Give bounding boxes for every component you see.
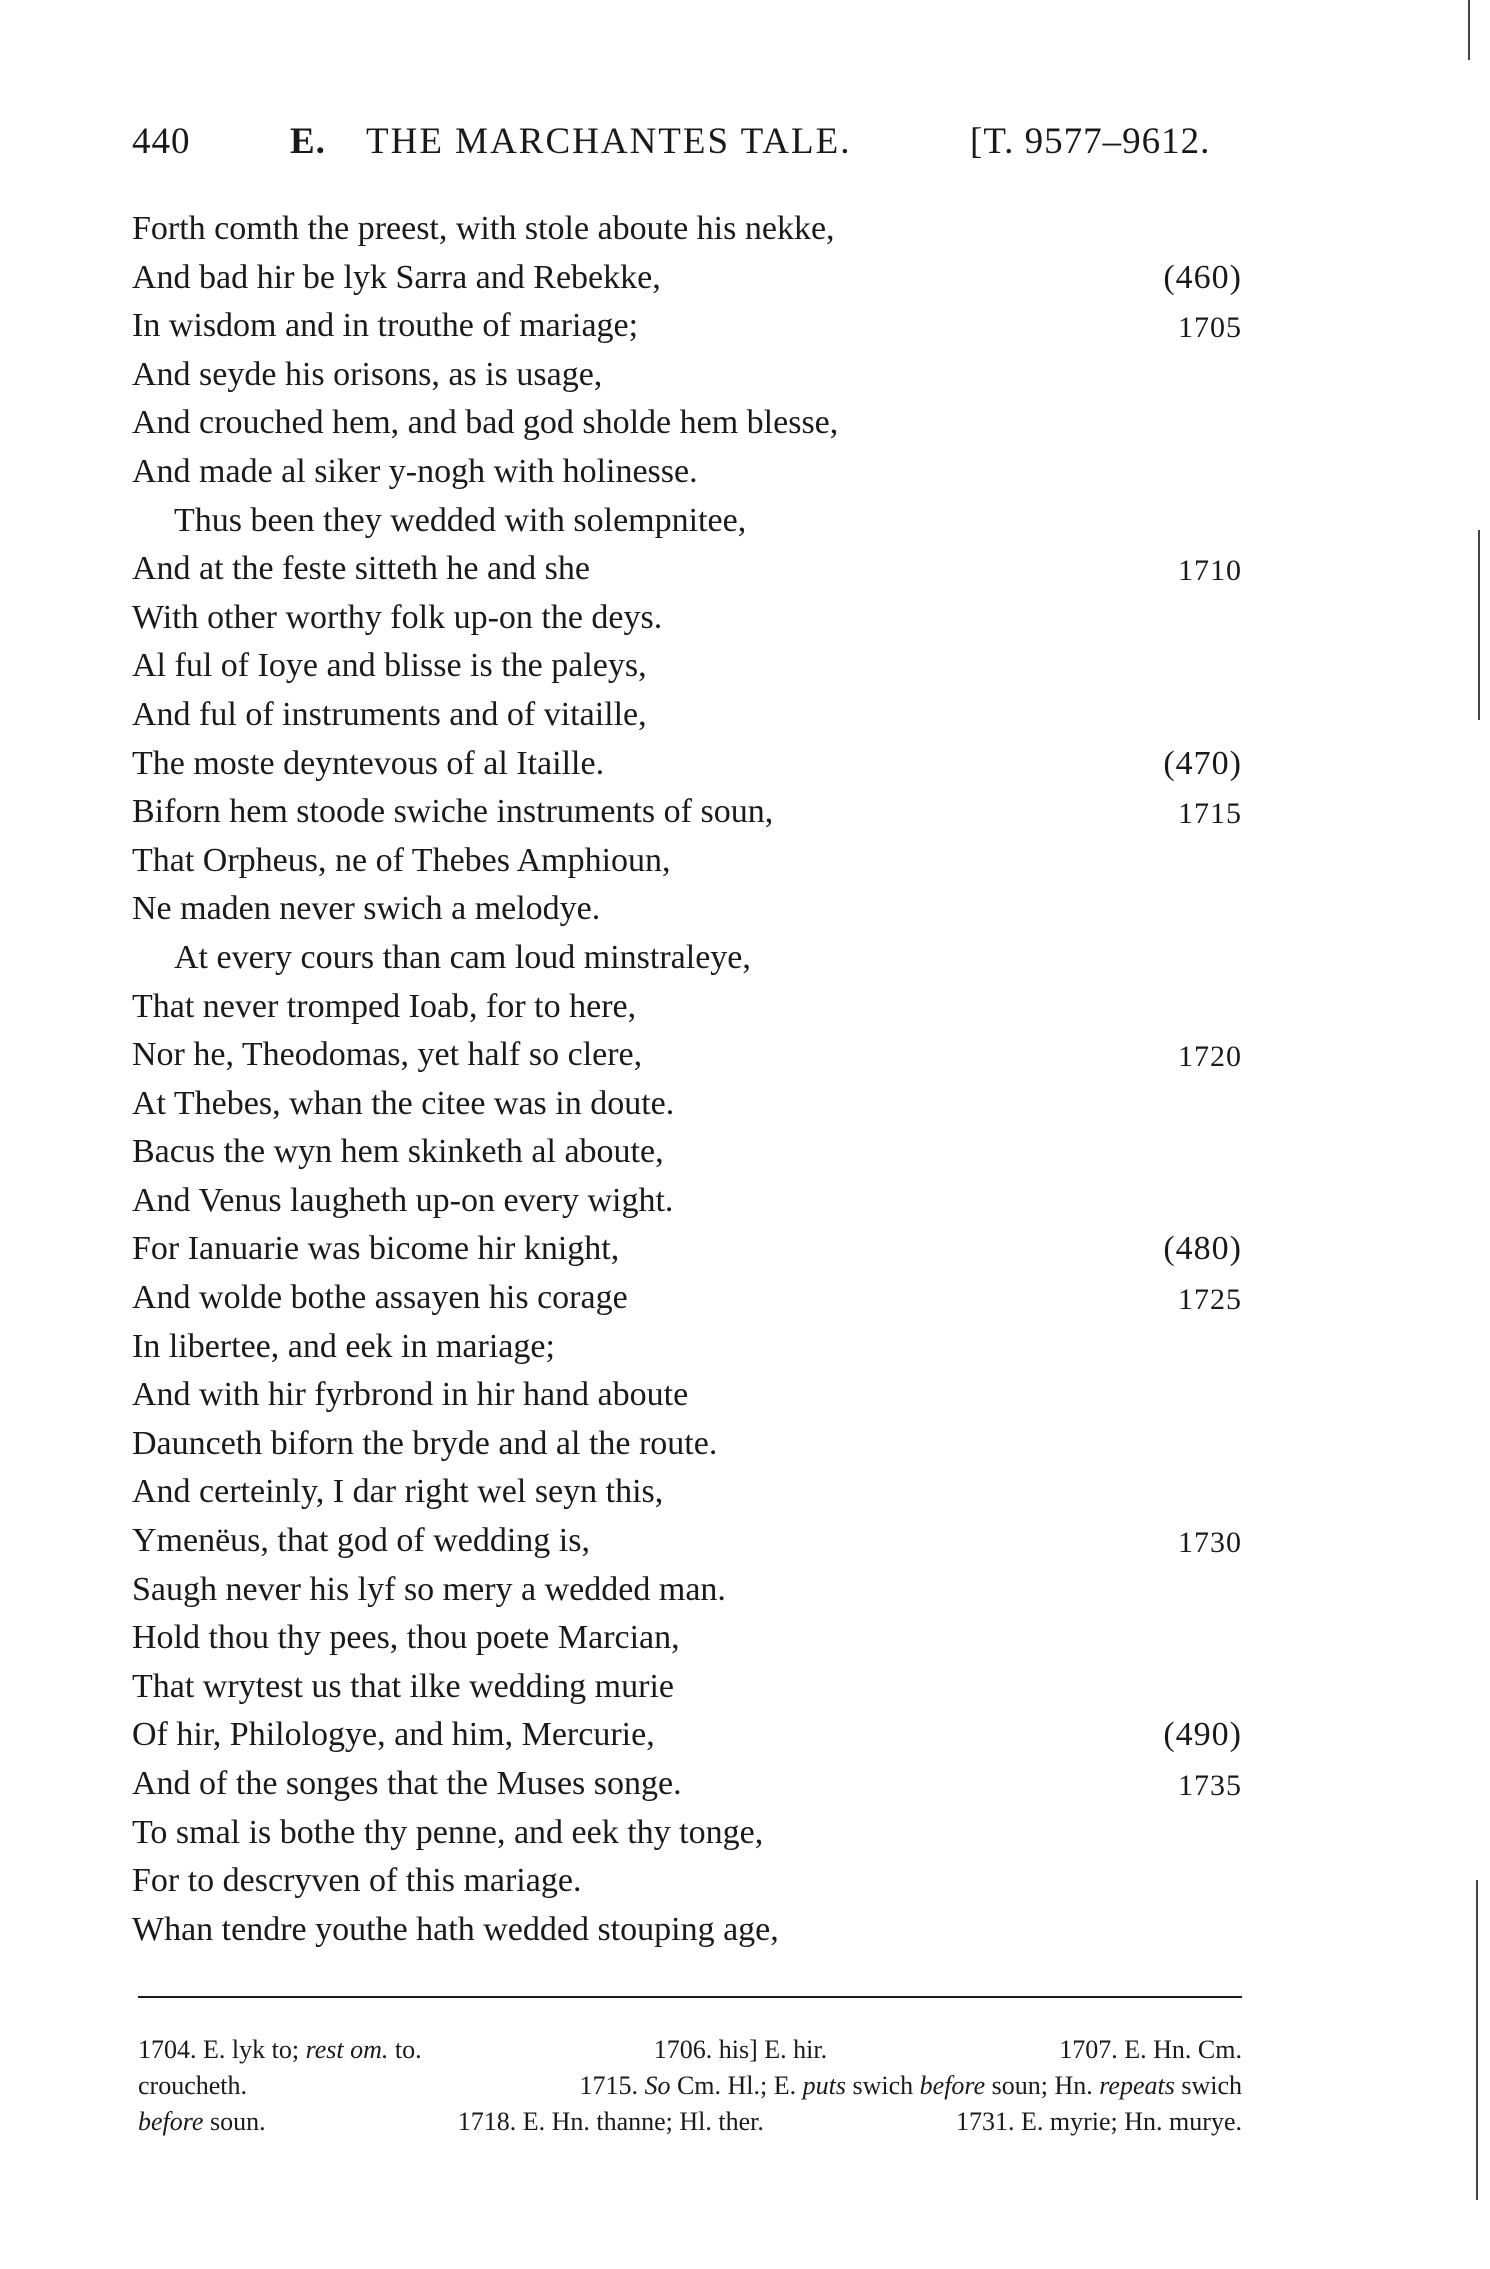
verse-line [132,1080,1242,1129]
verse-line [132,351,1242,400]
verse-text: Of hir, Philologye, and him, Mercurie, [132,1716,655,1754]
verse-text: Nor he, Theodomas, yet half so clere, [132,1036,643,1074]
note-1715-cont: before soun. [138,2107,266,2136]
line-number: 1720 [1178,1040,1242,1074]
verse-line [132,399,1242,448]
note-1718: 1718. E. Hn. thanne; Hl. ther. [457,2107,764,2136]
verse-line [132,1177,1242,1226]
verse-line [132,1614,1242,1663]
verse-line [132,545,1242,594]
note-1707-cont: croucheth. [138,2071,248,2100]
verse-text: At Thebes, whan the citee was in doute. [132,1084,675,1122]
verse-text: To smal is bothe thy penne, and eek thy tonge, [132,1813,764,1851]
verse-text: Biforn hem stoode swiche instruments of soun, [132,793,774,831]
verse-block [132,205,1242,1954]
note-line [138,2104,1242,2140]
note-1706: 1706. his] E. hir. [653,2035,828,2064]
verse-line [132,1566,1242,1615]
verse-text: With other worthy folk up-on the deys. [132,598,663,636]
verse-line [132,691,1242,740]
verse-line [132,1857,1242,1906]
verse-line [132,885,1242,934]
note-line [138,2068,1242,2104]
verse-line [132,497,1242,546]
verse-line [132,788,1242,837]
verse-text: And made al siker y-nogh with holinesse. [132,452,698,490]
verse-text: Whan tendre youthe hath wedded stouping age, [132,1910,779,1948]
verse-text: And Venus laugheth up-on every wight. [132,1181,674,1219]
scan-margin-line [1476,1880,1478,2200]
note-line [138,2032,1242,2068]
line-number: (470) [1163,744,1242,782]
verse-line [132,1225,1242,1274]
verse-text: And wolde bothe assayen his corage [132,1279,628,1317]
verse-line [132,205,1242,254]
verse-line [132,642,1242,691]
verse-line [132,983,1242,1032]
verse-text: In wisdom and in trouthe of mariage; [132,307,639,345]
verse-line [132,1517,1242,1566]
verse-line [132,1323,1242,1372]
verse-text: Saugh never his lyf so mery a wedded man. [132,1570,726,1608]
verse-line [132,1274,1242,1323]
verse-text: And at the feste sitteth he and she [132,550,590,588]
line-number: (480) [1163,1230,1242,1268]
verse-text: Ne maden never swich a melodye. [132,890,601,928]
verse-line [132,1711,1242,1760]
verse-text: And seyde his orisons, as is usage, [132,355,603,393]
verse-text: That never tromped Ioab, for to here, [132,987,637,1025]
textual-notes [138,2032,1242,2140]
line-number: 1730 [1178,1526,1242,1560]
verse-text: And certeinly, I dar right wel seyn this, [132,1473,664,1511]
verse-line [132,594,1242,643]
line-number: 1710 [1178,554,1242,588]
running-header [132,120,1242,180]
verse-text: And with hir fyrbrond in hir hand aboute [132,1376,689,1414]
verse-text: Ymenëus, that god of wedding is, [132,1522,590,1560]
verse-text: And ful of instruments and of vitaille, [132,695,647,733]
section-letter: E. [290,121,326,162]
verse-text: For to descryven of this mariage. [132,1862,582,1900]
verse-line [132,740,1242,789]
verse-text: Hold thou thy pees, thou poete Marcian, [132,1619,680,1657]
line-number: 1725 [1178,1283,1242,1317]
line-number: 1705 [1178,311,1242,345]
verse-text: And of the songes that the Muses songe. [132,1765,682,1802]
verse-line [132,1760,1242,1809]
line-number: (460) [1163,258,1242,296]
verse-line [132,934,1242,983]
verse-line [132,1371,1242,1420]
verse-text: In libertee, and eek in mariage; [132,1327,555,1365]
verse-line [132,1809,1242,1858]
line-number: 1735 [1178,1769,1242,1802]
verse-line [132,254,1242,303]
verse-text: Forth comth the preest, with stole aboute his nekke, [132,210,835,247]
verse-line [132,448,1242,497]
verse-text: The moste deyntevous of al Itaille. [132,744,605,782]
verse-line [132,1663,1242,1712]
verse-text: Thus been they wedded with solempnitee, [174,501,747,539]
verse-line [132,1420,1242,1469]
scan-margin-line [1478,530,1480,720]
note-1731: 1731. E. myrie; Hn. murye. [956,2107,1242,2136]
verse-text: And crouched hem, and bad god sholde hem blesse, [132,404,839,442]
verse-text: Daunceth biforn the bryde and al the route. [132,1424,718,1462]
line-range: [T. 9577–9612. [970,121,1211,162]
verse-text: That wrytest us that ilke wedding murie [132,1667,674,1705]
verse-line [132,1906,1242,1955]
verse-line [132,1031,1242,1080]
verse-line [132,302,1242,351]
verse-text: And bad hir be lyk Sarra and Rebekke, [132,258,661,296]
footnote-rule [138,1996,1242,1998]
line-number: (490) [1163,1716,1242,1754]
verse-text: Al ful of Ioye and blisse is the paleys, [132,647,647,685]
scan-margin-line [1468,0,1470,60]
verse-line [132,837,1242,886]
line-number: 1715 [1178,797,1242,831]
running-title: THE MARCHANTES TALE. [366,121,852,162]
verse-line [132,1468,1242,1517]
note-1715: 1715. So Cm. Hl.; E. puts swich before soun; Hn. repeats swich [579,2071,1242,2100]
page-number: 440 [132,121,191,162]
verse-text: At every cours than cam loud minstraleye, [174,938,751,976]
verse-text: Bacus the wyn hem skinketh al aboute, [132,1133,664,1171]
note-1704: 1704. E. lyk to; rest om. to. [138,2035,422,2064]
note-1707: 1707. E. Hn. Cm. [1059,2035,1242,2064]
verse-line [132,1128,1242,1177]
verse-text: That Orpheus, ne of Thebes Amphioun, [132,841,671,879]
verse-text: For Ianuarie was bicome hir knight, [132,1230,620,1268]
